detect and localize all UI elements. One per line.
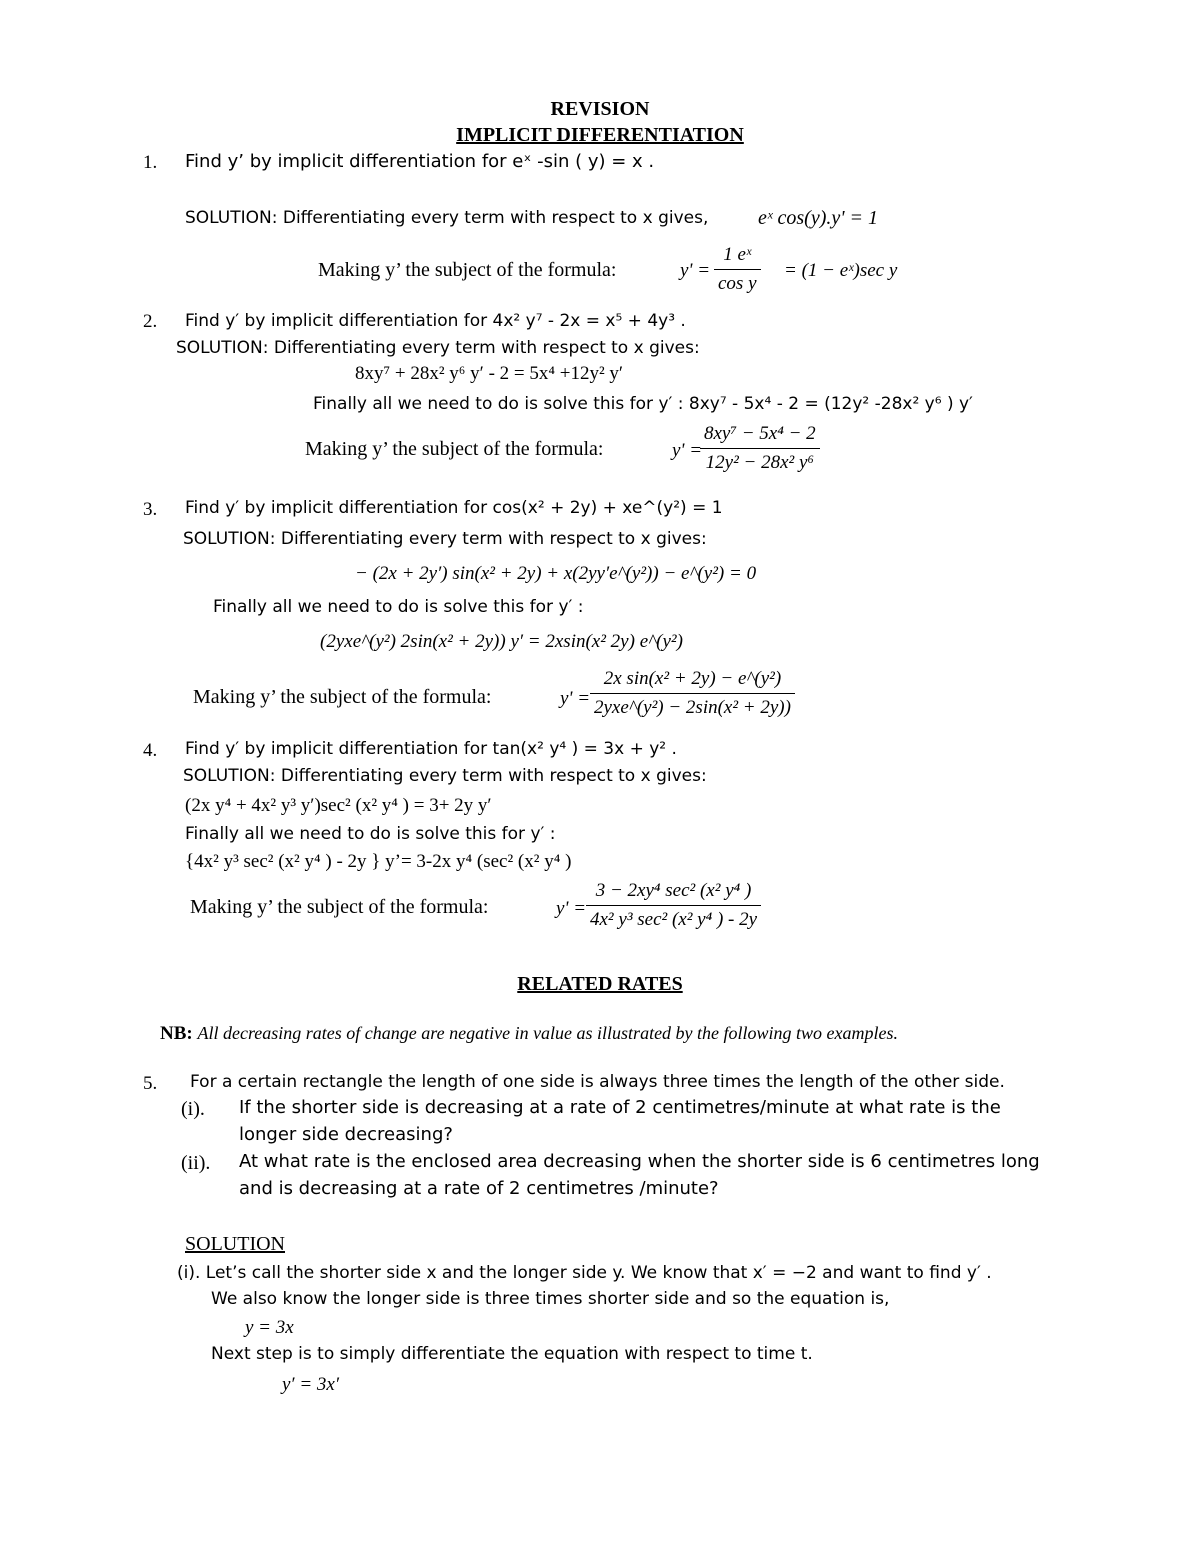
problem-2-fraction-numerator: 8xy⁷ − 5x⁴ − 2	[700, 423, 820, 449]
problem-4-making-label: Making y’ the subject of the formula:	[190, 896, 489, 918]
problem-3-making-label: Making y’ the subject of the formula:	[193, 686, 492, 708]
problem-2-fraction-denominator: 12y² − 28x² y⁶	[705, 452, 815, 473]
problem-3-equation-2: (2yxe^(y²) 2sin(x² + 2y)) y′ = 2xsin(x² 2y) e^(y²)	[320, 631, 683, 652]
section-title-implicit: IMPLICIT DIFFERENTIATION	[456, 124, 744, 146]
problem-1-solution-equation: eˣ cos(y).y' = 1	[758, 207, 879, 229]
problem-5-sub1-label: (i).	[181, 1098, 205, 1120]
problem-4-equation-1: (2x y⁴ + 4x² y³ y′)sec² (x² y⁴ ) = 3+ 2y y′	[185, 795, 492, 816]
problem-3-finally: Finally all we need to do is solve this for y′ :	[213, 597, 584, 617]
problem-4-fraction	[586, 880, 761, 931]
problem-2-fraction	[700, 423, 820, 474]
problem-1-number: 1.	[143, 152, 158, 173]
problem-5-equation-1: y = 3x	[245, 1317, 294, 1338]
problem-5-sub1-line1: If the shorter side is decreasing at a rate of 2 centimetres/minute at what rate is the	[239, 1097, 1001, 1118]
problem-2-yprime: y' =	[672, 440, 703, 461]
problem-1-making-label: Making y’ the subject of the formula:	[318, 259, 617, 281]
problem-4-equation-2: {4x² y³ sec² (x² y⁴ ) - 2y } y’= 3-2x y⁴ (sec² (x² y⁴ )	[185, 851, 572, 872]
problem-4-solution-text: SOLUTION: Differentiating every term with respect to x gives:	[183, 766, 707, 786]
problem-1-fraction-denominator: cos y	[718, 273, 757, 294]
problem-5-solution-line-3: Next step is to simply differentiate the equation with respect to time t.	[211, 1344, 813, 1364]
problem-3-question: Find y′ by implicit differentiation for cos(x² + 2y) + xe^(y²) = 1	[185, 498, 723, 518]
problem-3-fraction-numerator: 2x sin(x² + 2y) − e^(y²)	[590, 668, 795, 694]
nb-note	[160, 1023, 898, 1045]
page-title: REVISION	[550, 98, 650, 120]
nb-text: All decreasing rates of change are negative in value as illustrated by the following two examples.	[197, 1023, 899, 1043]
problem-2-number: 2.	[143, 311, 158, 332]
problem-5-solution-heading: SOLUTION	[185, 1233, 285, 1255]
problem-5-question: For a certain rectangle the length of one side is always three times the length of the other side.	[190, 1072, 1005, 1092]
problem-1-question: Find y’ by implicit differentiation for eˣ -sin ( y) = x .	[185, 151, 655, 172]
problem-5-equation-2: y′ = 3x′	[282, 1374, 339, 1395]
problem-1-fraction	[714, 244, 761, 295]
problem-3-yprime: y' =	[560, 688, 591, 709]
problem-2-solution-text: SOLUTION: Differentiating every term with respect to x gives:	[176, 338, 700, 358]
problem-5-sub2-line1: At what rate is the enclosed area decreasing when the shorter side is 6 centimetres long	[239, 1151, 1040, 1172]
problem-4-fraction-denominator: 4x² y³ sec² (x² y⁴ ) - 2y	[590, 909, 758, 930]
problem-4-fraction-numerator: 3 − 2xy⁴ sec² (x² y⁴ )	[586, 880, 761, 906]
problem-1-result: = (1 − eˣ)sec y	[784, 260, 898, 281]
problem-3-equation-1: − (2x + 2y′) sin(x² + 2y) + x(2yy′e^(y²)) − e^(y²) = 0	[355, 563, 757, 584]
problem-3-fraction	[590, 668, 795, 719]
problem-5-solution-line-1: (i). Let’s call the shorter side x and the longer side y. We know that x′ = −2 and want to find y′ .	[177, 1263, 992, 1283]
problem-2-equation-1: 8xy⁷ + 28x² y⁶ y′ - 2 = 5x⁴ +12y² y′	[355, 363, 624, 384]
problem-5-number: 5.	[143, 1073, 158, 1094]
problem-5-sub1-line2: longer side decreasing?	[239, 1124, 453, 1145]
problem-5-sub2-label: (ii).	[181, 1152, 211, 1174]
problem-2-question: Find y′ by implicit differentiation for 4x² y⁷ - 2x = x⁵ + 4y³ .	[185, 311, 686, 331]
problem-5-sub2-line2: and is decreasing at a rate of 2 centimetres /minute?	[239, 1178, 719, 1199]
problem-5-solution-line-2: We also know the longer side is three times shorter side and so the equation is,	[211, 1289, 890, 1309]
section-title-related-rates: RELATED RATES	[517, 973, 683, 995]
problem-4-finally: Finally all we need to do is solve this for y′ :	[185, 824, 556, 844]
problem-3-number: 3.	[143, 499, 158, 520]
problem-3-solution-text: SOLUTION: Differentiating every term with respect to x gives:	[183, 529, 707, 549]
problem-2-making-label: Making y’ the subject of the formula:	[305, 438, 604, 460]
problem-1-solution-text: SOLUTION: Differentiating every term with respect to x gives,	[185, 208, 709, 228]
problem-3-fraction-denominator: 2yxe^(y²) − 2sin(x² + 2y))	[594, 697, 791, 718]
problem-1-yprime: y' =	[680, 260, 711, 281]
problem-2-finally: Finally all we need to do is solve this for y′ : 8xy⁷ - 5x⁴ - 2 = (12y² -28x² y⁶ ) y′	[313, 394, 973, 414]
problem-4-yprime: y' =	[556, 898, 587, 919]
problem-4-number: 4.	[143, 740, 158, 761]
problem-4-question: Find y′ by implicit differentiation for tan(x² y⁴ ) = 3x + y² .	[185, 739, 677, 759]
nb-label: NB:	[160, 1023, 193, 1044]
problem-1-fraction-numerator: 1 eˣ	[714, 244, 761, 270]
